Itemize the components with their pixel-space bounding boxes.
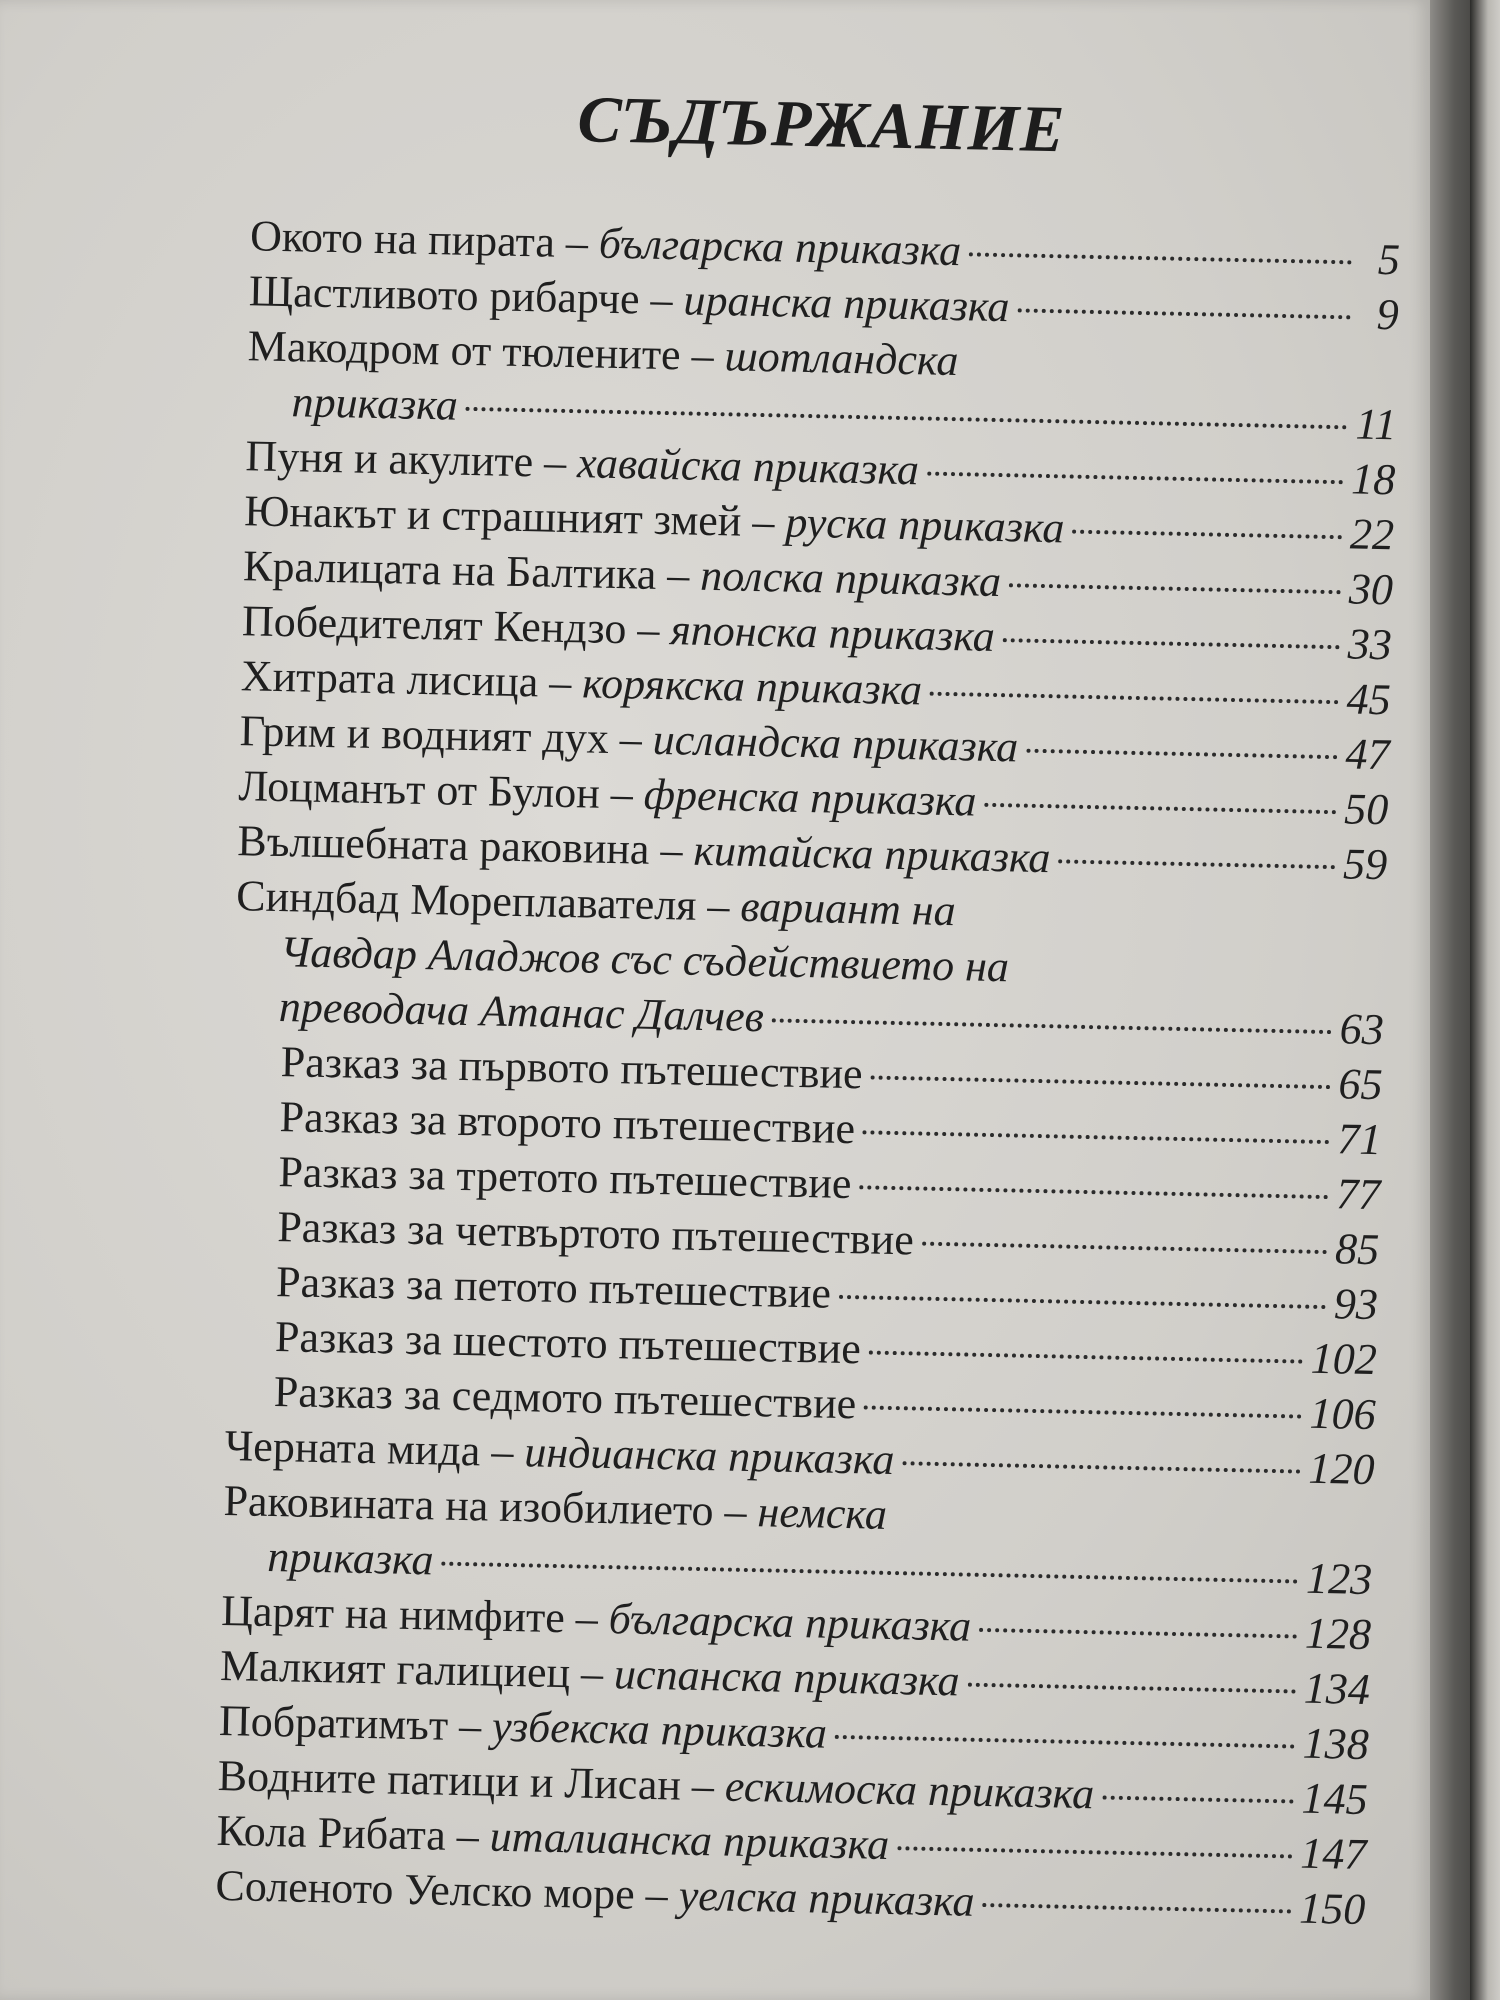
dot-leader bbox=[922, 1242, 1327, 1254]
entry-title: Победителят Кендзо – bbox=[241, 596, 660, 654]
entry-genre: руска приказка bbox=[784, 497, 1065, 553]
entry-page-number: 147 bbox=[1299, 1828, 1367, 1880]
entry-genre: ескимоска приказка bbox=[724, 1761, 1095, 1819]
entry-title: Разказ за седмото пътешествие bbox=[273, 1367, 857, 1429]
next-page-edge bbox=[1470, 0, 1500, 2000]
dot-leader bbox=[982, 1903, 1291, 1913]
entry-page-number: 47 bbox=[1344, 729, 1391, 780]
entry-title: Пуня и акулите – bbox=[244, 431, 567, 487]
toc-list bbox=[215, 208, 1400, 1937]
dot-leader bbox=[902, 1461, 1300, 1473]
entry-title: Щастливото рибарче – bbox=[248, 266, 674, 325]
dot-leader bbox=[441, 1562, 1298, 1584]
entry-genre: китайска приказка bbox=[692, 825, 1052, 883]
entry-label bbox=[267, 1529, 434, 1587]
dot-leader bbox=[1003, 638, 1340, 649]
entry-title: Синдбад Мореплавателя – bbox=[235, 871, 730, 931]
entry-page-number: 11 bbox=[1355, 399, 1397, 450]
entry-genre: Чавдар Аладжов със съдействието на bbox=[279, 927, 1010, 992]
entry-page-number: 138 bbox=[1302, 1718, 1370, 1770]
dot-leader bbox=[1009, 583, 1341, 594]
entry-page-number: 45 bbox=[1346, 674, 1392, 725]
entry-genre: приказка bbox=[291, 377, 459, 430]
entry-genre: хавайска приказка bbox=[576, 438, 920, 495]
entry-genre: българска приказка bbox=[598, 218, 962, 276]
entry-title: Царят на нимфите – bbox=[220, 1585, 599, 1643]
entry-title: Кола Рибата – bbox=[216, 1805, 480, 1861]
entry-genre: индианска приказка bbox=[523, 1427, 895, 1485]
entry-title: Кралицата на Балтика – bbox=[242, 541, 690, 600]
entry-genre: уелска приказка bbox=[678, 1870, 976, 1926]
entry-title: Вълшебната раковина – bbox=[236, 816, 684, 875]
entry-genre: шотландска bbox=[724, 331, 959, 386]
entry-page-number: 102 bbox=[1310, 1333, 1378, 1385]
dot-leader bbox=[897, 1846, 1292, 1858]
page-title: СЪДЪРЖАНИЕ bbox=[576, 83, 1066, 167]
dot-leader bbox=[969, 252, 1352, 264]
entry-genre: исландска приказка bbox=[652, 714, 1019, 772]
entry-genre: приказка bbox=[266, 1531, 435, 1585]
dot-leader bbox=[984, 803, 1336, 814]
entry-title: Соленото Уелско море – bbox=[215, 1860, 669, 1920]
dot-leader bbox=[864, 1405, 1302, 1418]
entry-genre: немска bbox=[757, 1487, 888, 1539]
dot-leader bbox=[839, 1295, 1326, 1309]
entry-page-number: 128 bbox=[1304, 1608, 1372, 1660]
entry-genre: испанска приказка bbox=[613, 1649, 961, 1706]
dot-leader bbox=[967, 1683, 1295, 1694]
entry-genre: вариант на bbox=[739, 881, 957, 936]
entry-title: Разказ за второто пътешествие bbox=[279, 1092, 856, 1154]
entry-genre: френска приказка bbox=[643, 769, 977, 826]
entry-title: Макодром от тюлените – bbox=[247, 321, 715, 381]
dot-leader bbox=[869, 1350, 1303, 1363]
entry-title: Юнакът и страшният змей – bbox=[243, 486, 775, 547]
entry-page-number: 33 bbox=[1347, 619, 1393, 670]
entry-page-number: 93 bbox=[1333, 1279, 1379, 1330]
dot-leader bbox=[863, 1130, 1329, 1144]
dot-leader bbox=[772, 1018, 1332, 1034]
dot-leader bbox=[871, 1075, 1331, 1089]
entry-title: Разказ за първото пътешествие bbox=[280, 1037, 864, 1099]
entry-page-number: 120 bbox=[1308, 1443, 1376, 1495]
entry-title: Побратимът – bbox=[218, 1695, 482, 1751]
dot-leader bbox=[979, 1628, 1297, 1639]
entry-title: Разказ за шестото пътешествие bbox=[274, 1312, 862, 1374]
entry-page-number: 65 bbox=[1338, 1059, 1384, 1110]
entry-title: Окото на пирата – bbox=[249, 211, 589, 268]
dot-leader bbox=[1017, 308, 1350, 319]
entry-page-number: 18 bbox=[1350, 454, 1396, 505]
dot-leader bbox=[1102, 1795, 1294, 1803]
entry-title: Раковината на изобилието – bbox=[223, 1476, 748, 1536]
dot-leader bbox=[1026, 749, 1337, 760]
entry-title: Водните патици и Лисан – bbox=[217, 1750, 715, 1811]
entry-genre: полска приказка bbox=[699, 550, 1002, 607]
entry-page-number: 150 bbox=[1298, 1883, 1366, 1935]
entry-page-number: 106 bbox=[1309, 1388, 1377, 1440]
entry-page-number: 59 bbox=[1342, 839, 1388, 890]
entry-page-number: 9 bbox=[1376, 289, 1400, 340]
entry-page-number: 71 bbox=[1336, 1114, 1382, 1165]
dot-leader bbox=[930, 692, 1339, 705]
entry-title: Грим и водният дух – bbox=[239, 706, 643, 764]
entry-page-number: 123 bbox=[1305, 1553, 1373, 1605]
entry-title: Хитрата лисица – bbox=[240, 651, 572, 708]
entry-title: Разказ за петото пътешествие bbox=[275, 1257, 832, 1318]
dot-leader bbox=[1072, 530, 1342, 540]
entry-page-number: 134 bbox=[1303, 1663, 1371, 1715]
entry-label bbox=[291, 374, 458, 432]
entry-page-number: 63 bbox=[1339, 1004, 1385, 1055]
dot-leader bbox=[835, 1735, 1295, 1749]
dot-leader bbox=[1058, 859, 1335, 869]
entry-genre: узбекска приказка bbox=[491, 1701, 828, 1758]
entry-page-number: 85 bbox=[1334, 1224, 1380, 1275]
dot-leader bbox=[927, 472, 1343, 485]
entry-label bbox=[278, 979, 764, 1044]
entry-page-number: 5 bbox=[1377, 234, 1401, 285]
entry-title: Малкият галициец – bbox=[219, 1640, 604, 1698]
entry-title: Черната мида – bbox=[224, 1421, 514, 1477]
entry-genre: българска приказка bbox=[608, 1594, 972, 1651]
dot-leader bbox=[859, 1185, 1328, 1199]
entry-page-number: 77 bbox=[1335, 1169, 1381, 1220]
entry-title: Разказ за четвъртото пътешествие bbox=[276, 1202, 915, 1265]
entry-genre: преводача Атанас Далчев bbox=[278, 982, 765, 1042]
entry-genre: иранска приказка bbox=[683, 275, 1010, 332]
entry-page-number: 22 bbox=[1349, 509, 1395, 560]
entry-genre: японска приказка bbox=[669, 605, 996, 661]
entry-genre: корякска приказка bbox=[581, 658, 923, 715]
entry-title: Разказ за третото пътешествие bbox=[278, 1147, 853, 1209]
entry-title: Лоцманът от Булон – bbox=[238, 761, 634, 819]
dot-leader bbox=[466, 407, 1348, 429]
entry-page-number: 50 bbox=[1343, 784, 1389, 835]
entry-genre: италианска приказка bbox=[489, 1811, 890, 1870]
entry-page-number: 145 bbox=[1301, 1773, 1369, 1825]
entry-page-number: 30 bbox=[1348, 564, 1394, 615]
